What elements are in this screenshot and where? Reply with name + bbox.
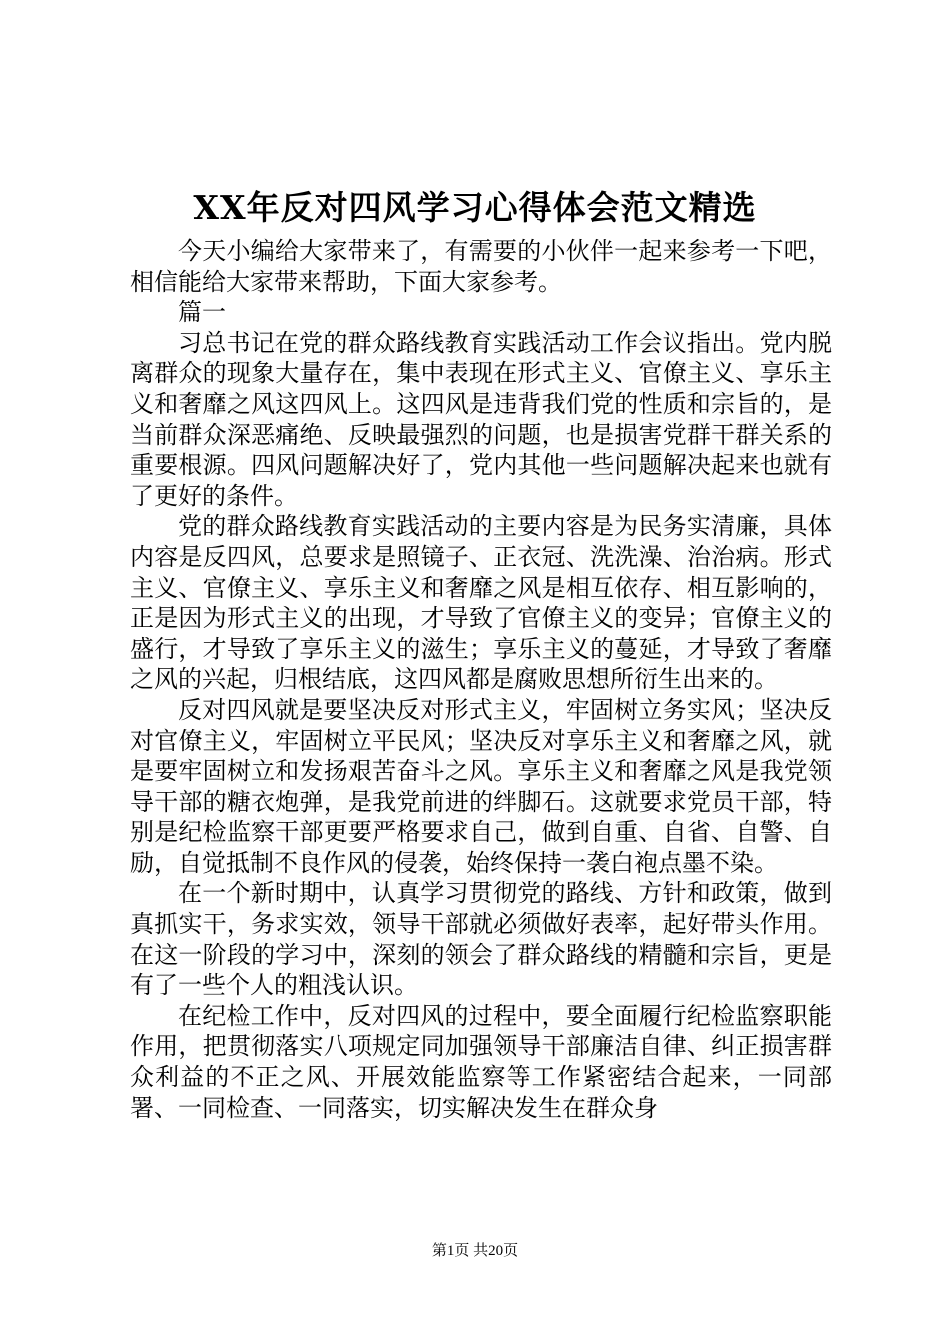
document-title: XX年反对四风学习心得体会范文精选 [193, 188, 757, 227]
page-number-footer: 第1页 共20页 [431, 1243, 519, 1259]
document-body [130, 236, 832, 1123]
paragraph: 反对四风就是要坚决反对形式主义，牢固树立务实风；坚决反对官僚主义，牢固树立平民风；坚决反对享乐主义和奢靡之风，就是要牢固树立和发扬艰苦奋斗之风。享乐主义和奢靡之风是我党领导干部的糖衣炮弹，是我党前进的绊脚石。这就要求党员干部，特别是纪检监察干部更要严格要求自己，做到自重、自省、自警、自励，自觉抵制不良作风的侵袭，始终保持一袭白袍点墨不染。 [130, 695, 832, 877]
section-heading: 篇一 [178, 298, 226, 327]
paragraph: 习总书记在党的群众路线教育实践活动工作会议指出。党内脱离群众的现象大量存在，集中表现在形式主义、官僚主义、享乐主义和奢靡之风这四风上。这四风是违背我们党的性质和宗旨的，是当前群众深恶痛绝、反映最强烈的问题，也是损害党群干群关系的重要根源。四风问题解决好了，党内其他一些问题解决起来也就有了更好的条件。 [130, 328, 832, 510]
paragraph: 党的群众路线教育实践活动的主要内容是为民务实清廉，具体内容是反四风，总要求是照镜子、正衣冠、洗洗澡、治治病。形式主义、官僚主义、享乐主义和奢靡之风是相互依存、相互影响的，正是因为形式主义的出现，才导致了官僚主义的变异；官僚主义的盛行，才导致了享乐主义的滋生；享乐主义的蔓延，才导致了奢靡之风的兴起，归根结底，这四风都是腐败思想所衍生出来的。 [130, 512, 832, 694]
paragraph: 在一个新时期中，认真学习贯彻党的路线、方针和政策，做到真抓实干，务求实效，领导干部就必须做好表率，起好带头作用。在这一阶段的学习中，深刻的领会了群众路线的精髓和宗旨，更是有了一些个人的粗浅认识。 [130, 879, 832, 1000]
paragraph-intro: 今天小编给大家带来了，有需要的小伙伴一起来参考一下吧，相信能给大家带来帮助，下面大家参考。 [130, 237, 832, 296]
paragraph: 在纪检工作中，反对四风的过程中，要全面履行纪检监察职能作用，把贯彻落实八项规定同加强领导干部廉洁自律、纠正损害群众利益的不正之风、开展效能监察等工作紧密结合起来，一同部署、一同检查、一同落实，切实解决发生在群众身 [130, 1001, 832, 1122]
